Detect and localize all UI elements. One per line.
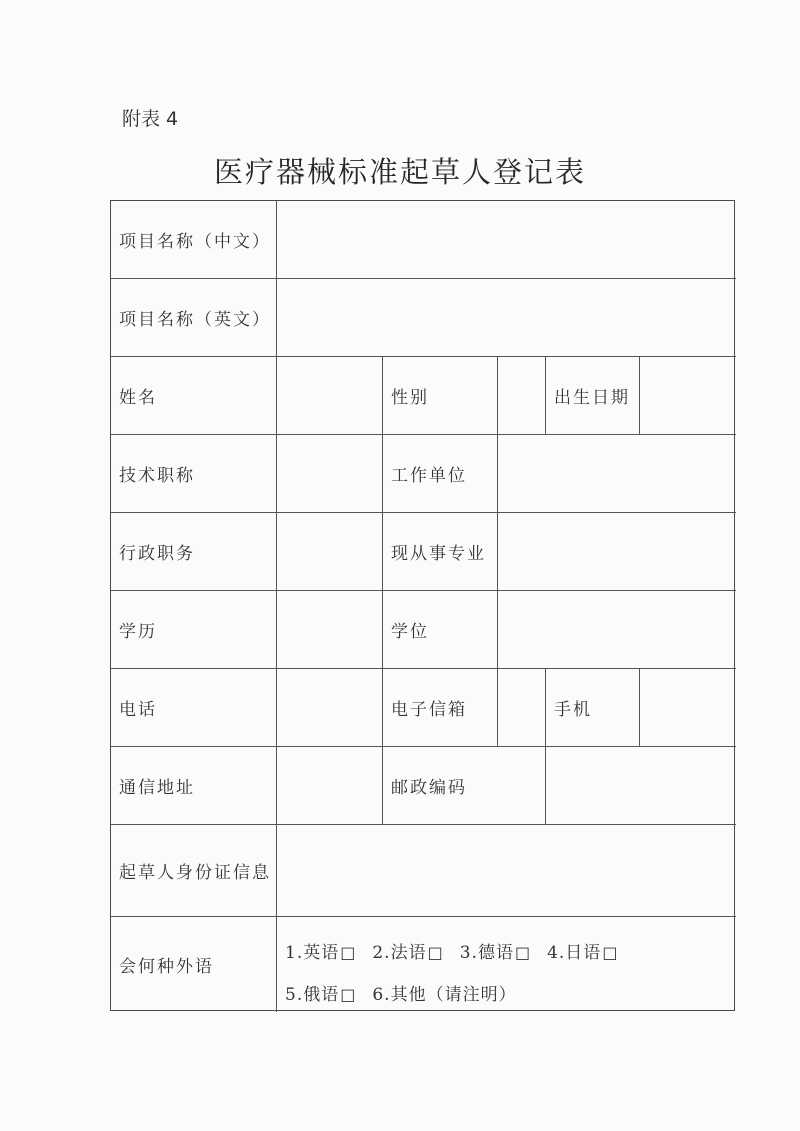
- field-current-specialty[interactable]: [498, 513, 736, 591]
- field-work-unit[interactable]: [498, 435, 736, 513]
- field-project-name-en[interactable]: [277, 279, 736, 357]
- label-current-specialty: 现从事专业: [383, 513, 498, 591]
- attachment-label: 附表 4: [122, 108, 179, 130]
- languages-row-2: [285, 971, 736, 1013]
- registration-form: [110, 200, 735, 1011]
- label-postcode: 邮政编码: [383, 747, 546, 825]
- field-education[interactable]: [277, 591, 383, 669]
- field-degree[interactable]: [498, 591, 736, 669]
- checkbox-russian[interactable]: □: [340, 984, 357, 1004]
- label-phone: 电话: [111, 669, 277, 747]
- label-address: 通信地址: [111, 747, 277, 825]
- label-email: 电子信箱: [383, 669, 498, 747]
- label-name: 姓名: [111, 357, 277, 435]
- field-admin-position[interactable]: [277, 513, 383, 591]
- languages-options: [277, 917, 736, 1012]
- label-admin-position: 行政职务: [111, 513, 277, 591]
- label-mobile: 手机: [546, 669, 640, 747]
- field-mobile[interactable]: [640, 669, 736, 747]
- option-japanese[interactable]: 4.日语□: [547, 942, 619, 963]
- label-work-unit: 工作单位: [383, 435, 498, 513]
- option-german[interactable]: 3.德语□: [459, 942, 532, 963]
- field-title-rank[interactable]: [277, 435, 383, 513]
- label-gender: 性别: [383, 357, 498, 435]
- field-postcode[interactable]: [546, 747, 736, 825]
- checkbox-japanese[interactable]: □: [602, 942, 619, 962]
- option-english[interactable]: 1.英语□: [285, 942, 357, 963]
- label-project-name-en: 项目名称（英文）: [111, 279, 277, 357]
- option-russian[interactable]: 5.俄语□: [285, 984, 357, 1005]
- checkbox-german[interactable]: □: [514, 942, 532, 962]
- field-project-name-cn[interactable]: [277, 201, 736, 279]
- label-languages: 会何种外语: [111, 917, 277, 1012]
- field-address[interactable]: [277, 747, 383, 825]
- field-birth-date[interactable]: [640, 357, 736, 435]
- label-birth-date: 出生日期: [546, 357, 640, 435]
- checkbox-english[interactable]: □: [340, 942, 357, 962]
- field-phone[interactable]: [277, 669, 383, 747]
- option-other[interactable]: 6.其他（请注明）: [372, 984, 517, 1005]
- field-email[interactable]: [498, 669, 546, 747]
- label-education: 学历: [111, 591, 277, 669]
- page-title: 医疗器械标准起草人登记表: [213, 155, 586, 189]
- field-id-info[interactable]: [277, 825, 736, 917]
- label-degree: 学位: [383, 591, 498, 669]
- label-project-name-cn: 项目名称（中文）: [111, 201, 277, 279]
- checkbox-french[interactable]: □: [427, 942, 444, 962]
- option-french[interactable]: 2.法语□: [372, 942, 444, 963]
- languages-row-1: [285, 929, 736, 971]
- field-gender[interactable]: [498, 357, 546, 435]
- label-title-rank: 技术职称: [111, 435, 277, 513]
- field-name[interactable]: [277, 357, 383, 435]
- label-id-info: 起草人身份证信息: [111, 825, 277, 917]
